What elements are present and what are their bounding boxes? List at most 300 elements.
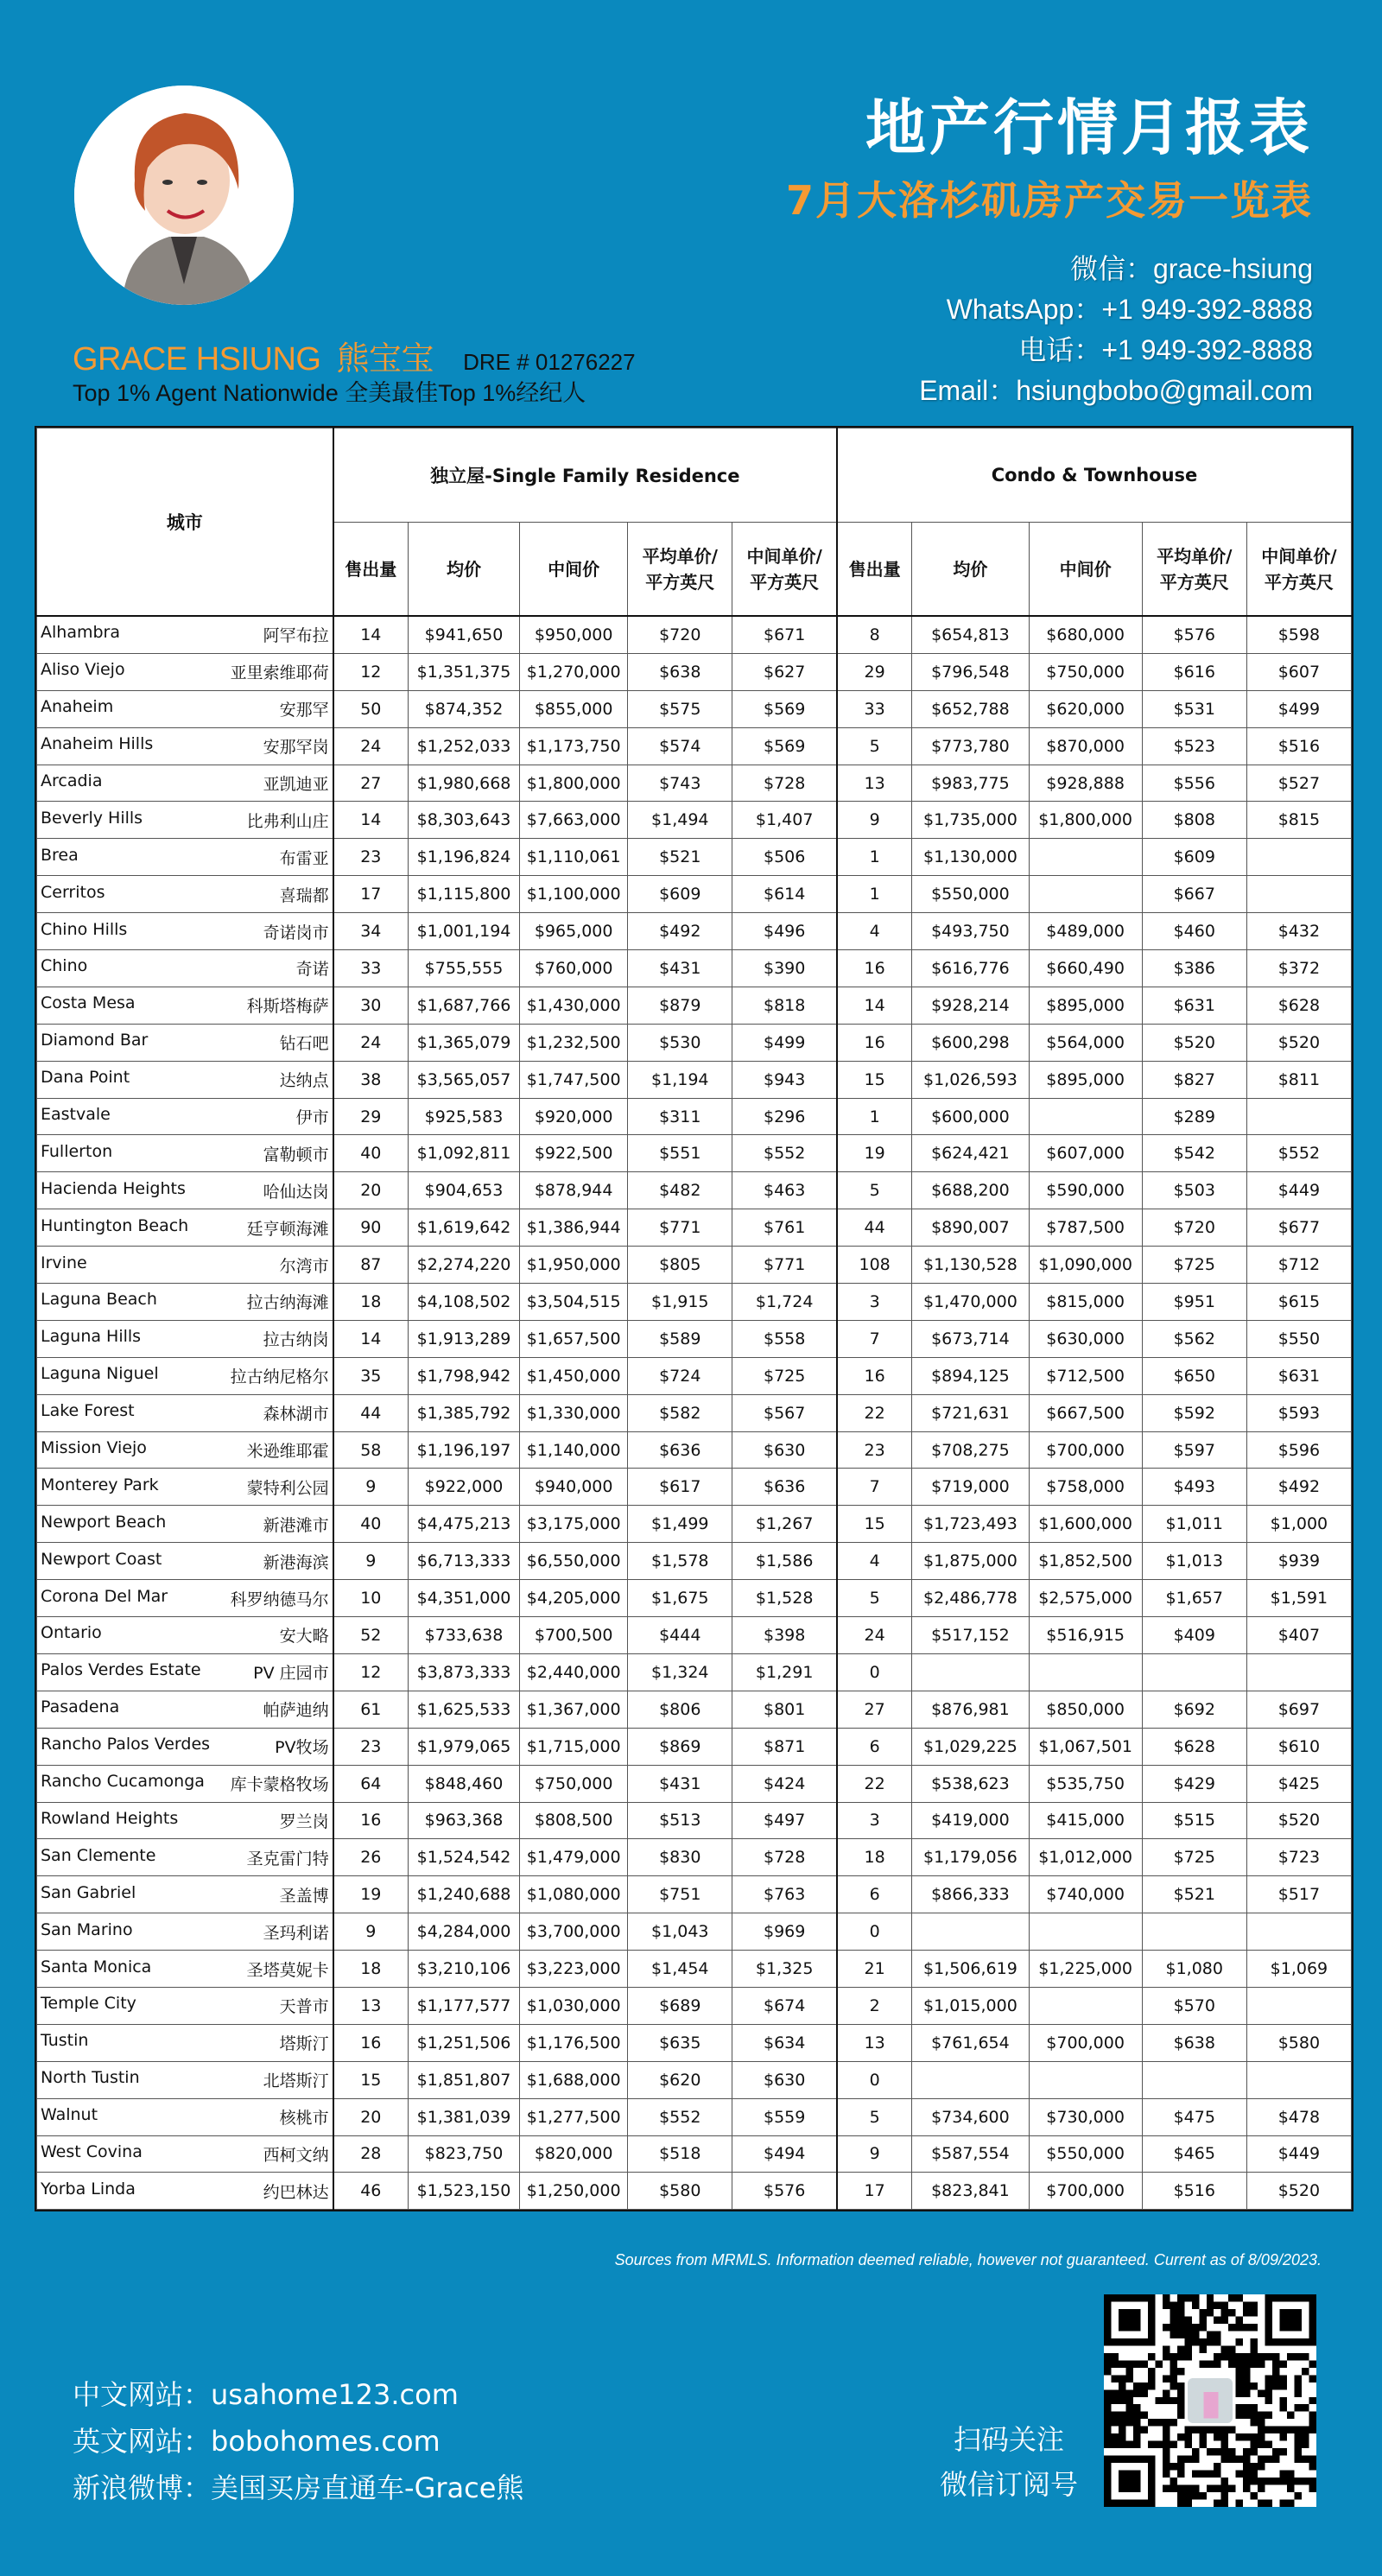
cell-sfr-3: $771 — [628, 1209, 732, 1247]
cell-condo-1: $1,130,000 — [912, 839, 1029, 876]
city-name-cn: 科斯塔梅萨 — [246, 997, 329, 1017]
cell-condo-1: $1,875,000 — [912, 1543, 1029, 1580]
link-value[interactable]: 美国买房直通车-Grace熊 — [211, 2471, 524, 2504]
cell-sfr-1: $4,475,213 — [408, 1506, 519, 1543]
cell-sfr-1: $1,351,375 — [408, 653, 519, 690]
city-name-en: Palos Verdes Estate — [41, 1660, 201, 1680]
cell-condo-2: $516,915 — [1029, 1617, 1142, 1654]
cell-condo-2: $1,600,000 — [1029, 1506, 1142, 1543]
cell-sfr-1: $755,555 — [408, 950, 519, 987]
cell-condo-3: $631 — [1142, 987, 1246, 1024]
cell-city — [37, 1209, 333, 1247]
link-value[interactable]: bobohomes.com — [211, 2425, 441, 2458]
cell-sfr-2: $1,715,000 — [520, 1728, 628, 1765]
cell-sfr-0: 20 — [333, 1172, 409, 1209]
table-row — [37, 2098, 1352, 2135]
cell-condo-0: 27 — [837, 1691, 912, 1728]
cell-sfr-1: $1,115,800 — [408, 876, 519, 913]
cell-condo-4 — [1246, 1987, 1351, 2024]
cell-sfr-2: $950,000 — [520, 616, 628, 653]
cell-sfr-2: $3,175,000 — [520, 1506, 628, 1543]
table-row — [37, 1876, 1352, 1913]
cell-sfr-2: $808,500 — [520, 1802, 628, 1839]
cell-city — [37, 1135, 333, 1172]
cell-condo-2: $787,500 — [1029, 1209, 1142, 1247]
header-sfr-0: 售出量 — [333, 523, 409, 617]
cell-city — [37, 839, 333, 876]
cell-condo-2: $700,000 — [1029, 2024, 1142, 2061]
city-name-cn: 廷亨顿海滩 — [246, 1219, 329, 1239]
agent-portrait-icon — [74, 86, 294, 305]
cell-sfr-4: $569 — [732, 690, 837, 727]
website-links — [73, 2371, 523, 2511]
cell-sfr-4: $499 — [732, 1024, 837, 1061]
cell-sfr-3: $1,194 — [628, 1061, 732, 1098]
cell-sfr-3: $518 — [628, 2135, 732, 2173]
cell-condo-3: $609 — [1142, 839, 1246, 876]
wechat-qr-code[interactable] — [1104, 2294, 1316, 2507]
cell-sfr-0: 17 — [333, 876, 409, 913]
cell-condo-4: $677 — [1246, 1209, 1351, 1247]
table-row — [37, 1431, 1352, 1469]
cell-condo-1 — [912, 1653, 1029, 1691]
cell-condo-4: $449 — [1246, 2135, 1351, 2173]
city-name-cn: 拉古纳尼格尔 — [230, 1367, 329, 1387]
cell-sfr-0: 40 — [333, 1506, 409, 1543]
cell-sfr-3: $636 — [628, 1431, 732, 1469]
cell-condo-2: $667,500 — [1029, 1394, 1142, 1431]
cell-sfr-0: 90 — [333, 1209, 409, 1247]
cell-condo-3: $503 — [1142, 1172, 1246, 1209]
link-value[interactable]: usahome123.com — [211, 2378, 459, 2411]
cell-condo-4: $1,591 — [1246, 1580, 1351, 1617]
cell-condo-4: $631 — [1246, 1357, 1351, 1394]
cell-condo-1: $673,714 — [912, 1320, 1029, 1357]
cell-sfr-1: $1,524,542 — [408, 1839, 519, 1876]
page-title: 地产行情月报表 — [865, 92, 1313, 163]
cell-sfr-1: $963,368 — [408, 1802, 519, 1839]
table-row — [37, 1506, 1352, 1543]
table-row — [37, 1543, 1352, 1580]
cell-condo-3: $808 — [1142, 802, 1246, 839]
cell-condo-0: 5 — [837, 727, 912, 765]
table-row — [37, 1357, 1352, 1394]
cell-sfr-0: 13 — [333, 1987, 409, 2024]
cell-condo-0: 16 — [837, 1357, 912, 1394]
cell-condo-4: $520 — [1246, 1024, 1351, 1061]
cell-sfr-1: $4,351,000 — [408, 1580, 519, 1617]
cell-sfr-3: $574 — [628, 727, 732, 765]
city-name-en: Rancho Cucamonga — [41, 1772, 205, 1792]
table-row — [37, 876, 1352, 913]
cell-city — [37, 2173, 333, 2210]
cell-condo-3: $516 — [1142, 2173, 1246, 2210]
cell-sfr-3: $1,915 — [628, 1284, 732, 1321]
cell-condo-2: $850,000 — [1029, 1691, 1142, 1728]
cell-sfr-4: $943 — [732, 1061, 837, 1098]
cell-condo-2: $607,000 — [1029, 1135, 1142, 1172]
cell-condo-0: 0 — [837, 1653, 912, 1691]
agent-name-en: GRACE HSIUNG — [73, 341, 321, 378]
cell-condo-0: 19 — [837, 1135, 912, 1172]
cell-sfr-4: $728 — [732, 1839, 837, 1876]
city-name-en: Anaheim — [41, 697, 114, 717]
cell-condo-4: $517 — [1246, 1876, 1351, 1913]
cell-condo-0: 17 — [837, 2173, 912, 2210]
qr-code-icon — [1104, 2294, 1316, 2507]
city-name-en: Laguna Niguel — [41, 1364, 159, 1384]
cell-sfr-1: $823,750 — [408, 2135, 519, 2173]
cell-condo-0: 7 — [837, 1469, 912, 1506]
cell-sfr-0: 9 — [333, 1543, 409, 1580]
cell-sfr-0: 40 — [333, 1135, 409, 1172]
cell-condo-4: $615 — [1246, 1284, 1351, 1321]
cell-sfr-3: $720 — [628, 616, 732, 653]
cell-city — [37, 802, 333, 839]
cell-sfr-1: $1,851,807 — [408, 2061, 519, 2098]
cell-city — [37, 1061, 333, 1098]
cell-condo-2: $870,000 — [1029, 727, 1142, 765]
city-name-en: Cerritos — [41, 882, 105, 902]
cell-condo-4: $550 — [1246, 1320, 1351, 1357]
cell-condo-4: $407 — [1246, 1617, 1351, 1654]
cell-condo-2: $535,750 — [1029, 1765, 1142, 1802]
cell-condo-1: $652,788 — [912, 690, 1029, 727]
cell-condo-2: $895,000 — [1029, 1061, 1142, 1098]
cell-condo-3: $628 — [1142, 1728, 1246, 1765]
cell-city — [37, 1024, 333, 1061]
cell-condo-0: 18 — [837, 1839, 912, 1876]
table-row — [37, 1839, 1352, 1876]
city-name-en: Aliso Viejo — [41, 660, 125, 680]
cell-condo-2: $730,000 — [1029, 2098, 1142, 2135]
city-name-cn: 科罗纳德马尔 — [230, 1589, 329, 1609]
table-row — [37, 1061, 1352, 1098]
cell-sfr-3: $869 — [628, 1728, 732, 1765]
cell-condo-2 — [1029, 2061, 1142, 2098]
city-name-cn: 安那罕岗 — [263, 738, 329, 758]
cell-sfr-1: $8,303,643 — [408, 802, 519, 839]
cell-sfr-2: $1,747,500 — [520, 1061, 628, 1098]
city-name-cn: 比弗利山庄 — [246, 811, 329, 831]
cell-city — [37, 1543, 333, 1580]
cell-sfr-4: $763 — [732, 1876, 837, 1913]
cell-sfr-2: $1,173,750 — [520, 727, 628, 765]
city-name-en: Newport Beach — [41, 1512, 167, 1532]
cell-sfr-4: $1,267 — [732, 1506, 837, 1543]
cell-condo-3: $720 — [1142, 1209, 1246, 1247]
header-sfr-2: 中间价 — [520, 523, 628, 617]
header-condo-1: 均价 — [912, 523, 1029, 617]
cell-condo-3: $1,013 — [1142, 1543, 1246, 1580]
cell-sfr-1: $1,196,824 — [408, 839, 519, 876]
table-row — [37, 1247, 1352, 1284]
cell-sfr-2: $878,944 — [520, 1172, 628, 1209]
cell-sfr-0: 23 — [333, 1728, 409, 1765]
cell-sfr-3: $431 — [628, 1765, 732, 1802]
cell-sfr-0: 24 — [333, 1024, 409, 1061]
cell-condo-1: $866,333 — [912, 1876, 1029, 1913]
cell-condo-0: 8 — [837, 616, 912, 653]
cell-sfr-4: $627 — [732, 653, 837, 690]
cell-sfr-3: $1,324 — [628, 1653, 732, 1691]
city-name-cn: PV 庄园市 — [253, 1664, 329, 1684]
cell-sfr-1: $1,251,506 — [408, 2024, 519, 2061]
cell-condo-2: $758,000 — [1029, 1469, 1142, 1506]
link-chinese-site[interactable] — [73, 2371, 523, 2418]
cell-condo-1: $719,000 — [912, 1469, 1029, 1506]
cell-sfr-2: $1,479,000 — [520, 1839, 628, 1876]
cell-condo-2: $680,000 — [1029, 616, 1142, 653]
cell-city — [37, 876, 333, 913]
cell-sfr-2: $1,176,500 — [520, 2024, 628, 2061]
cell-condo-0: 2 — [837, 1987, 912, 2024]
cell-sfr-3: $444 — [628, 1617, 732, 1654]
city-name-cn: 森林湖市 — [263, 1405, 329, 1424]
cell-condo-0: 6 — [837, 1728, 912, 1765]
header-sfr-1: 均价 — [408, 523, 519, 617]
cell-condo-2: $895,000 — [1029, 987, 1142, 1024]
cell-condo-2: $1,225,000 — [1029, 1951, 1142, 1988]
cell-sfr-0: 14 — [333, 802, 409, 839]
cell-sfr-4: $725 — [732, 1357, 837, 1394]
city-name-en: Beverly Hills — [41, 808, 143, 828]
cell-condo-0: 22 — [837, 1765, 912, 1802]
cell-sfr-4: $569 — [732, 727, 837, 765]
cell-sfr-0: 16 — [333, 1802, 409, 1839]
cell-condo-4: $610 — [1246, 1728, 1351, 1765]
cell-condo-1: $587,554 — [912, 2135, 1029, 2173]
cell-sfr-4: $818 — [732, 987, 837, 1024]
cell-sfr-3: $1,499 — [628, 1506, 732, 1543]
city-name-cn: 北塔斯汀 — [263, 2072, 329, 2091]
cell-condo-2 — [1029, 1913, 1142, 1951]
cell-sfr-3: $1,494 — [628, 802, 732, 839]
cell-condo-4: $492 — [1246, 1469, 1351, 1506]
cell-condo-3: $562 — [1142, 1320, 1246, 1357]
cell-city — [37, 1802, 333, 1839]
cell-city — [37, 913, 333, 950]
cell-condo-4 — [1246, 1913, 1351, 1951]
cell-sfr-0: 20 — [333, 2098, 409, 2135]
cell-sfr-2: $4,205,000 — [520, 1580, 628, 1617]
cell-city — [37, 1913, 333, 1951]
link-english-site[interactable] — [73, 2418, 523, 2465]
cell-sfr-2: $700,500 — [520, 1617, 628, 1654]
cell-sfr-0: 10 — [333, 1580, 409, 1617]
cell-sfr-0: 9 — [333, 1913, 409, 1951]
cell-condo-3: $725 — [1142, 1247, 1246, 1284]
cell-condo-3: $542 — [1142, 1135, 1246, 1172]
city-name-cn: 库卡蒙格牧场 — [230, 1775, 329, 1795]
cell-sfr-0: 14 — [333, 1320, 409, 1357]
cell-sfr-3: $582 — [628, 1394, 732, 1431]
cell-condo-2: $1,852,500 — [1029, 1543, 1142, 1580]
header-condo-0: 售出量 — [837, 523, 912, 617]
cell-condo-4: $580 — [1246, 2024, 1351, 2061]
agent-tagline: Top 1% Agent Nationwide 全美最佳Top 1%经纪人 — [73, 380, 586, 406]
cell-condo-3: $386 — [1142, 950, 1246, 987]
cell-sfr-4: $463 — [732, 1172, 837, 1209]
cell-sfr-2: $1,140,000 — [520, 1431, 628, 1469]
cell-sfr-2: $1,657,500 — [520, 1320, 628, 1357]
cell-sfr-4: $576 — [732, 2173, 837, 2210]
cell-sfr-4: $424 — [732, 1765, 837, 1802]
cell-city — [37, 1617, 333, 1654]
city-name-cn: 安那罕 — [279, 701, 329, 720]
cell-condo-4: $478 — [1246, 2098, 1351, 2135]
header-condo-2: 中间价 — [1029, 523, 1142, 617]
city-name-en: Alhambra — [41, 623, 120, 643]
cell-condo-1: $1,015,000 — [912, 1987, 1029, 2024]
cell-condo-3: $409 — [1142, 1617, 1246, 1654]
city-name-cn: 伊市 — [295, 1108, 329, 1128]
city-name-en: Hacienda Heights — [41, 1178, 186, 1198]
cell-sfr-1: $941,650 — [408, 616, 519, 653]
cell-condo-2: $700,000 — [1029, 1431, 1142, 1469]
cell-sfr-1: $1,798,942 — [408, 1357, 519, 1394]
cell-sfr-4: $614 — [732, 876, 837, 913]
cell-sfr-2: $3,223,000 — [520, 1951, 628, 1988]
cell-city — [37, 1653, 333, 1691]
cell-condo-2: $1,067,501 — [1029, 1728, 1142, 1765]
city-name-cn: 布雷亚 — [279, 848, 329, 868]
cell-condo-4: $432 — [1246, 913, 1351, 950]
cell-condo-0: 22 — [837, 1394, 912, 1431]
cell-condo-1: $928,214 — [912, 987, 1029, 1024]
cell-condo-3: $429 — [1142, 1765, 1246, 1802]
cell-sfr-0: 16 — [333, 2024, 409, 2061]
cell-sfr-1: $1,523,150 — [408, 2173, 519, 2210]
table-row — [37, 1951, 1352, 1988]
cell-sfr-4: $296 — [732, 1098, 837, 1135]
agent-dre-number: DRE # 01276227 — [463, 349, 636, 375]
table-row — [37, 1728, 1352, 1765]
cell-sfr-2: $1,100,000 — [520, 876, 628, 913]
cell-sfr-0: 15 — [333, 2061, 409, 2098]
cell-condo-2 — [1029, 839, 1142, 876]
cell-sfr-2: $3,700,000 — [520, 1913, 628, 1951]
cell-condo-4 — [1246, 2061, 1351, 2098]
table-row — [37, 802, 1352, 839]
cell-sfr-0: 58 — [333, 1431, 409, 1469]
cell-condo-4: $1,069 — [1246, 1951, 1351, 1988]
cell-sfr-3: $1,043 — [628, 1913, 732, 1951]
cell-sfr-1: $1,619,642 — [408, 1209, 519, 1247]
cell-sfr-4: $801 — [732, 1691, 837, 1728]
table-row — [37, 1209, 1352, 1247]
cell-condo-0: 15 — [837, 1506, 912, 1543]
cell-condo-4: $425 — [1246, 1765, 1351, 1802]
cell-condo-1: $1,179,056 — [912, 1839, 1029, 1876]
cell-sfr-4: $567 — [732, 1394, 837, 1431]
link-weibo[interactable] — [73, 2465, 523, 2511]
cell-condo-1: $721,631 — [912, 1394, 1029, 1431]
cell-condo-4 — [1246, 876, 1351, 913]
cell-sfr-2: $1,430,000 — [520, 987, 628, 1024]
sources-note: Sources from MRMLS. Information deemed reliable, however not guaranteed. Current as of 8/09/2023. — [614, 2251, 1322, 2268]
city-name-cn: 米逊维耶霍 — [246, 1442, 329, 1462]
cell-city — [37, 1247, 333, 1284]
cell-sfr-0: 34 — [333, 913, 409, 950]
cell-sfr-3: $1,454 — [628, 1951, 732, 1988]
cell-city — [37, 765, 333, 802]
cell-sfr-4: $559 — [732, 2098, 837, 2135]
cell-condo-0: 5 — [837, 1172, 912, 1209]
cell-condo-1: $1,029,225 — [912, 1728, 1029, 1765]
cell-condo-1: $823,841 — [912, 2173, 1029, 2210]
contact-info — [919, 249, 1313, 411]
cell-sfr-4: $506 — [732, 839, 837, 876]
city-name-en: West Covina — [41, 2141, 143, 2161]
table-row — [37, 1024, 1352, 1061]
cell-condo-1: $1,470,000 — [912, 1284, 1029, 1321]
city-name-en: Santa Monica — [41, 1957, 152, 1976]
cell-sfr-1: $1,385,792 — [408, 1394, 519, 1431]
cell-sfr-3: $743 — [628, 765, 732, 802]
table-row — [37, 1135, 1352, 1172]
market-table — [35, 426, 1353, 2211]
cell-city — [37, 1580, 333, 1617]
cell-sfr-4: $496 — [732, 913, 837, 950]
cell-condo-2: $1,800,000 — [1029, 802, 1142, 839]
city-name-cn: 新港滩市 — [263, 1515, 329, 1535]
cell-sfr-1: $1,365,079 — [408, 1024, 519, 1061]
city-name-en: Brea — [41, 845, 79, 865]
city-name-cn: 亚里索维耶荷 — [230, 663, 329, 683]
contact-email[interactable]: Email：hsiungbobo@gmail.com — [919, 375, 1313, 406]
cell-sfr-3: $879 — [628, 987, 732, 1024]
cell-condo-0: 16 — [837, 950, 912, 987]
cell-condo-4: $520 — [1246, 2173, 1351, 2210]
cell-condo-3: $465 — [1142, 2135, 1246, 2173]
cell-city — [37, 1469, 333, 1506]
cell-condo-0: 9 — [837, 802, 912, 839]
cell-condo-4: $596 — [1246, 1431, 1351, 1469]
city-name-cn: 富勒顿市 — [263, 1145, 329, 1164]
cell-sfr-1: $874,352 — [408, 690, 519, 727]
cell-condo-1: $654,813 — [912, 616, 1029, 653]
city-name-en: Ontario — [41, 1623, 102, 1643]
cell-condo-3: $725 — [1142, 1839, 1246, 1876]
agent-photo — [74, 86, 294, 305]
cell-sfr-1: $1,001,194 — [408, 913, 519, 950]
qr-caption-line-1: 扫码关注 — [953, 2423, 1064, 2456]
cell-condo-4: $811 — [1246, 1061, 1351, 1098]
cell-sfr-0: 87 — [333, 1247, 409, 1284]
cell-condo-2 — [1029, 1098, 1142, 1135]
cell-sfr-3: $1,675 — [628, 1580, 732, 1617]
cell-sfr-3: $589 — [628, 1320, 732, 1357]
cell-sfr-1: $733,638 — [408, 1617, 519, 1654]
cell-condo-2: $620,000 — [1029, 690, 1142, 727]
cell-condo-1: $983,775 — [912, 765, 1029, 802]
cell-sfr-3: $311 — [628, 1098, 732, 1135]
table-row — [37, 1284, 1352, 1321]
cell-condo-0: 0 — [837, 1913, 912, 1951]
cell-sfr-0: 50 — [333, 690, 409, 727]
cell-condo-0: 1 — [837, 839, 912, 876]
cell-sfr-0: 27 — [333, 765, 409, 802]
cell-condo-4: $628 — [1246, 987, 1351, 1024]
cell-sfr-0: 23 — [333, 839, 409, 876]
table-row — [37, 1691, 1352, 1728]
cell-condo-1: $894,125 — [912, 1357, 1029, 1394]
cell-condo-0: 0 — [837, 2061, 912, 2098]
cell-sfr-3: $638 — [628, 653, 732, 690]
table-row — [37, 1653, 1352, 1691]
cell-sfr-1: $3,210,106 — [408, 1951, 519, 1988]
